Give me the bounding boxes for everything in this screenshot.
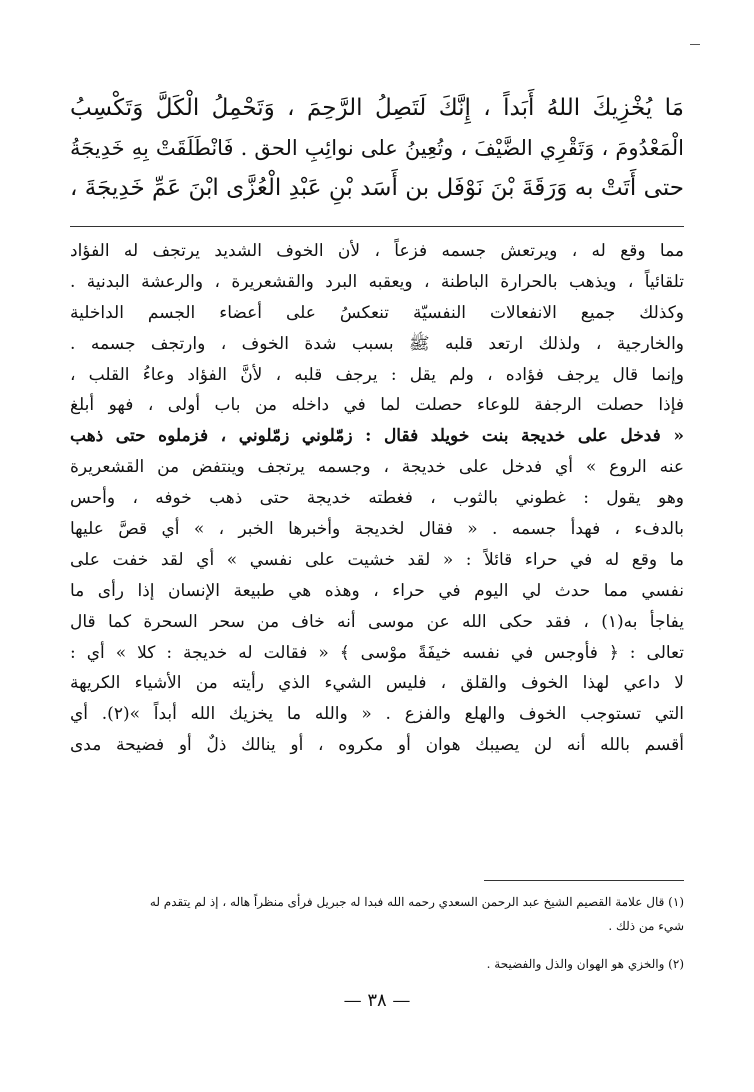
- commentary-line: تعالى : ﴿ فأوجس في نفسه خيفَةً موْسى ﴾ « فقالت له خديجة : كلا » أي :: [70, 642, 684, 663]
- page-number: — ٣٨ —: [343, 990, 411, 1011]
- commentary-line: ما وقع له في حراء قائلاً : « لقد خشيت على نفسي » أي لقد خفت على: [70, 549, 684, 570]
- footnote-2: (٢) والخزي هو الهوان والذل والفضيحة .: [486, 957, 684, 971]
- commentary-line: وهو يقول : غطوني بالثوب ، فغطته خديجة حتى ذهب خوفه ، وأحس: [70, 488, 684, 509]
- commentary-line: وإنما قال يرجف فؤاده ، ولم يقل : يرجف قلبه ، لأنَّ الفؤاد وعاءُ القلب ،: [70, 364, 684, 385]
- commentary-line: « فدخل على خديجة بنت خويلد فقال : زمّلوني زمّلوني ، فزملوه حتى ذهب: [70, 426, 684, 447]
- footnote-1-line-1: (١) قال علامة القصيم الشيخ عبد الرحمن السعدي رحمه الله فبدا له جبريل فرأى منظراً هاله ، إذ لم يتقدم له: [149, 895, 684, 909]
- commentary-line: التي تستوجب الخوف والهلع والفزع . « والله ما يخزيك الله أبداً »(٢). أي: [70, 704, 684, 725]
- commentary-line: نفسي مما حدث لي اليوم في حراء ، وهذه هي طبيعة الإنسان إذا رأى ما: [70, 580, 684, 601]
- commentary-line: لا داعي لهذا الخوف والقلق ، فليس الشيء الذي رأيته من الأشياء الكريهة: [70, 673, 684, 694]
- commentary-line: أقسم بالله أنه لن يصيبك هوان أو مكروه ، أو ينالك ذلٌ أو فضيحة مدى: [70, 735, 684, 756]
- commentary-line: وكذلك جميع الانفعالات النفسيّة تنعكسُ على أعضاء الجسم الداخلية: [70, 302, 684, 323]
- footnote-separator-rule: [484, 880, 684, 881]
- commentary-line: عنه الروع » أي فدخل على خديجة ، وجسمه يرتجف وينتفض من القشعريرة: [70, 457, 684, 478]
- corner-mark: [690, 44, 700, 45]
- footnote-gap: [70, 938, 684, 952]
- footnotes-block: [70, 890, 684, 976]
- commentary-line: بالدفء ، فهدأ جسمه . « فقال لخديجة وأخبرها الخبر ، » أي قصَّ عليها: [70, 519, 684, 540]
- commentary-line: والخارجية ، ولذلك ارتعد قلبه ﷺ بسبب شدة الخوف ، وارتجف جسمه .: [70, 333, 684, 354]
- commentary-line: يفاجأ به(١) ، فقد حكى الله عن موسى أنه خاف من سحر السحرة كما قال: [70, 611, 684, 632]
- hadith-text-block: [70, 88, 684, 208]
- hadith-line: مَا يُخْزِيكَ اللهُ أَبَداً ، إِنَّكَ لَتَصِلُ الرَّحِمَ ، وَتَحْمِلُ الْكَلَّ وَتَكْسِبُ: [70, 95, 684, 121]
- commentary-line: تلقائياً ، ويذهب بالحرارة الباطنة ، ويعقبه البرد والقشعريرة ، والرعشة البدنية .: [70, 271, 684, 292]
- commentary-line: فإذا حصلت الرجفة للوعاء حصلت لما في داخله من باب أولى ، فهو أبلغ: [70, 395, 684, 416]
- hadith-separator-rule: [70, 226, 684, 227]
- footnote-1-line-2: شيء من ذلك .: [608, 919, 684, 933]
- hadith-line: حتى أَتَتْ به وَرَقَةَ بْنَ نَوْفَل بن أَسَد بْنِ عَبْدِ الْعُزَّى ابْنَ عَمِّ خَدِيجَةَ ،: [70, 175, 684, 201]
- commentary-line: مما وقع له ، ويرتعش جسمه فزعاً ، لأن الخوف الشديد يرتجف له الفؤاد: [70, 241, 684, 261]
- commentary-text-block: [70, 236, 684, 761]
- hadith-line: الْمَعْدُومَ ، وَتَقْرِي الضَّيْفَ ، وتُعِينُ على نوائِبِ الحق . فَانْطَلَقَتْ بِهِ خَدِيجَةُ: [70, 136, 684, 160]
